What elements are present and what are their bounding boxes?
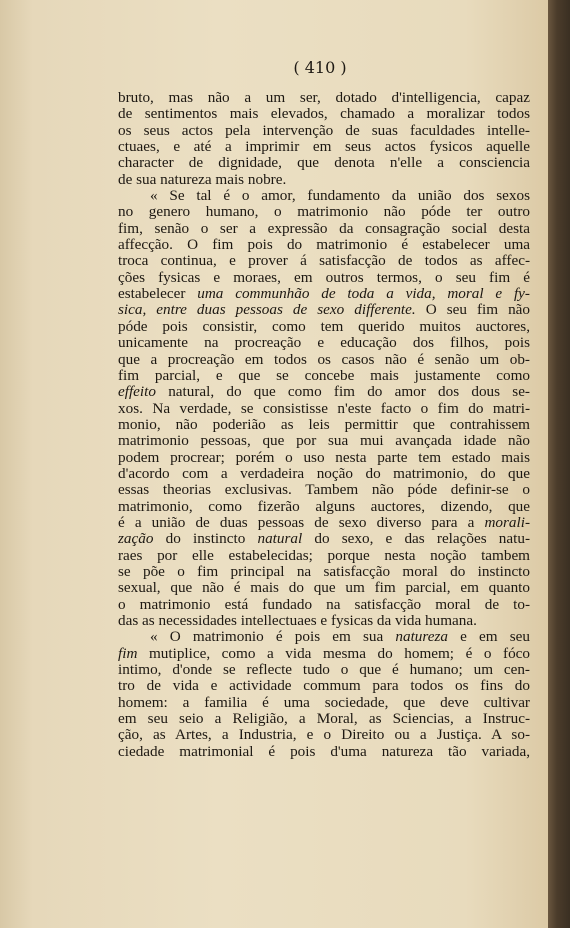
- text-segment: natural, do que como fim do amor dos dous se-: [155, 384, 530, 401]
- text-segment: ções fysicas e moraes, em outros termos, o seu fim é: [118, 269, 530, 286]
- text-segment: no genero humano, o matrimonio não póde ter outro: [118, 204, 530, 221]
- text-line: [118, 155, 530, 171]
- text-segment: tro de vida e actividade commum para todos os fins do: [118, 678, 530, 695]
- text-segment: matrimonio pessoas, que por sua mui avançada idade não: [118, 433, 530, 450]
- text-segment: os seus actos pela intervenção de suas faculdades intelle-: [118, 122, 530, 139]
- text-segment: de sentimentos mais elevados, chamado a moralizar todos: [118, 106, 530, 123]
- text-segment: homem: a familia é uma sociedade, que deve cultivar: [118, 694, 530, 711]
- text-segment: d'acordo com a verdadeira noção do matrimonio, do que: [118, 465, 530, 482]
- text-line: [118, 629, 530, 645]
- text-line: [118, 433, 530, 449]
- text-segment: das as necessidades intellectuaes e fysicas da vida humana.: [118, 613, 477, 629]
- text-segment: e em seu: [447, 629, 530, 646]
- text-segment: intimo, d'onde se reflecte tudo o que é humano; um cen-: [118, 662, 530, 679]
- italic-text: natureza: [395, 629, 448, 646]
- text-segment: do sexo, e das relações natu-: [302, 531, 530, 548]
- text-segment: em seu seio a Religião, a Moral, as Sciencias, a Instruc-: [118, 711, 530, 728]
- text-segment: raes por elle estabelecidas; porque nesta noção tambem: [118, 547, 530, 564]
- text-line: [118, 613, 530, 629]
- text-line: [118, 319, 530, 335]
- text-segment: bruto, mas não a um ser, dotado d'intelligencia, capaz: [118, 90, 530, 106]
- text-segment: fim, senão o ser a expressão da consagração social desta: [118, 220, 530, 237]
- book-gutter: [548, 0, 570, 928]
- text-line: [118, 221, 530, 237]
- text-line: [118, 597, 530, 613]
- text-segment: sexual, que não é mais do que um fim parcial, em quanto: [118, 580, 530, 597]
- text-line: [118, 106, 530, 122]
- text-segment: essas theorias exclusivas. Tambem não póde definir-se o: [118, 482, 530, 499]
- text-segment: unicamente na procreação e educação dos filhos, pois: [118, 335, 530, 352]
- body-text: [118, 90, 530, 760]
- text-segment: mutiplice, como a vida mesma do homem; é o fóco: [137, 645, 530, 662]
- text-segment: xos. Na verdade, se consistisse n'este facto o fim do matri-: [118, 400, 530, 417]
- text-segment: do instincto: [153, 531, 258, 548]
- text-segment: ciedade matrimonial é pois d'uma natureza tão variada,: [118, 743, 530, 760]
- text-segment: de sua natureza mais nobre.: [118, 171, 287, 188]
- text-line: [118, 531, 530, 547]
- text-segment: affecção. O fim pois do matrimonio é estabelecer uma: [118, 237, 530, 254]
- text-segment: o matrimonio está fundado na satisfacção moral de to-: [118, 596, 530, 613]
- text-line: [118, 123, 530, 139]
- italic-text: zação: [118, 531, 154, 548]
- text-line: [118, 352, 530, 368]
- text-line: [118, 90, 530, 106]
- text-line: [118, 286, 530, 302]
- text-segment: podem procrear; porém o uso nesta parte tem estado mais: [118, 449, 530, 466]
- text-line: [118, 302, 530, 318]
- text-line: [118, 172, 530, 188]
- text-segment: « Se tal é o amor, fundamento da união dos sexos: [150, 188, 530, 205]
- text-line: [118, 188, 530, 204]
- text-line: [118, 695, 530, 711]
- text-line: [118, 401, 530, 417]
- italic-text: natural: [257, 531, 303, 548]
- text-line: [118, 662, 530, 678]
- text-line: [118, 678, 530, 694]
- text-segment: é a união de duas pessoas de sexo diverso para a: [118, 514, 485, 531]
- text-line: [118, 253, 530, 269]
- text-line: [118, 335, 530, 351]
- text-segment: matrimonio, como fizerão alguns auctores, dizendo, que: [118, 498, 530, 515]
- text-line: [118, 450, 530, 466]
- text-line: [118, 384, 530, 400]
- text-segment: O seu fim não: [415, 302, 530, 319]
- text-segment: ctuaes, e até a imprimir em seus actos fysicos aquelle: [118, 139, 530, 156]
- text-segment: fim parcial, e que se concebe mais justamente como: [118, 367, 530, 384]
- text-segment: troca continua, e prover á satisfacção de todos as affec-: [118, 253, 530, 270]
- italic-text: morali-: [484, 514, 530, 531]
- text-segment: se põe o fim principal na satisfacção moral do instincto: [118, 563, 530, 580]
- text-line: [118, 744, 530, 760]
- text-line: [118, 548, 530, 564]
- italic-text: sica, entre duas pessoas de sexo differente.: [118, 302, 416, 319]
- text-line: [118, 139, 530, 155]
- italic-text: uma communhão de toda a vida, moral e fy-: [197, 286, 530, 303]
- text-segment: « O matrimonio é pois em sua: [150, 629, 396, 646]
- text-segment: póde pois consistir, como tem querido muitos auctores,: [118, 318, 530, 335]
- text-segment: character de dignidade, que denota n'elle a consciencia: [118, 155, 530, 172]
- text-line: [118, 580, 530, 596]
- text-line: [118, 515, 530, 531]
- page-number: ( 410 ): [293, 58, 347, 77]
- text-line: [118, 204, 530, 220]
- text-line: [118, 417, 530, 433]
- text-line: [118, 711, 530, 727]
- text-line: [118, 564, 530, 580]
- text-line: [118, 466, 530, 482]
- text-line: [118, 499, 530, 515]
- text-line: [118, 237, 530, 253]
- text-line: [118, 482, 530, 498]
- text-line: [118, 270, 530, 286]
- text-segment: que a procreação em todos os casos não é senão um ob-: [118, 351, 530, 368]
- text-segment: monio, não poderião as leis permittir que contrahissem: [118, 416, 530, 433]
- text-segment: estabelecer: [118, 286, 198, 303]
- text-line: [118, 368, 530, 384]
- text-line: [118, 646, 530, 662]
- text-line: [118, 727, 530, 743]
- text-segment: ção, as Artes, a Industria, e o Direito ou a Justiça. A so-: [118, 727, 530, 744]
- italic-text: effeito: [118, 384, 156, 401]
- italic-text: fim: [118, 645, 138, 662]
